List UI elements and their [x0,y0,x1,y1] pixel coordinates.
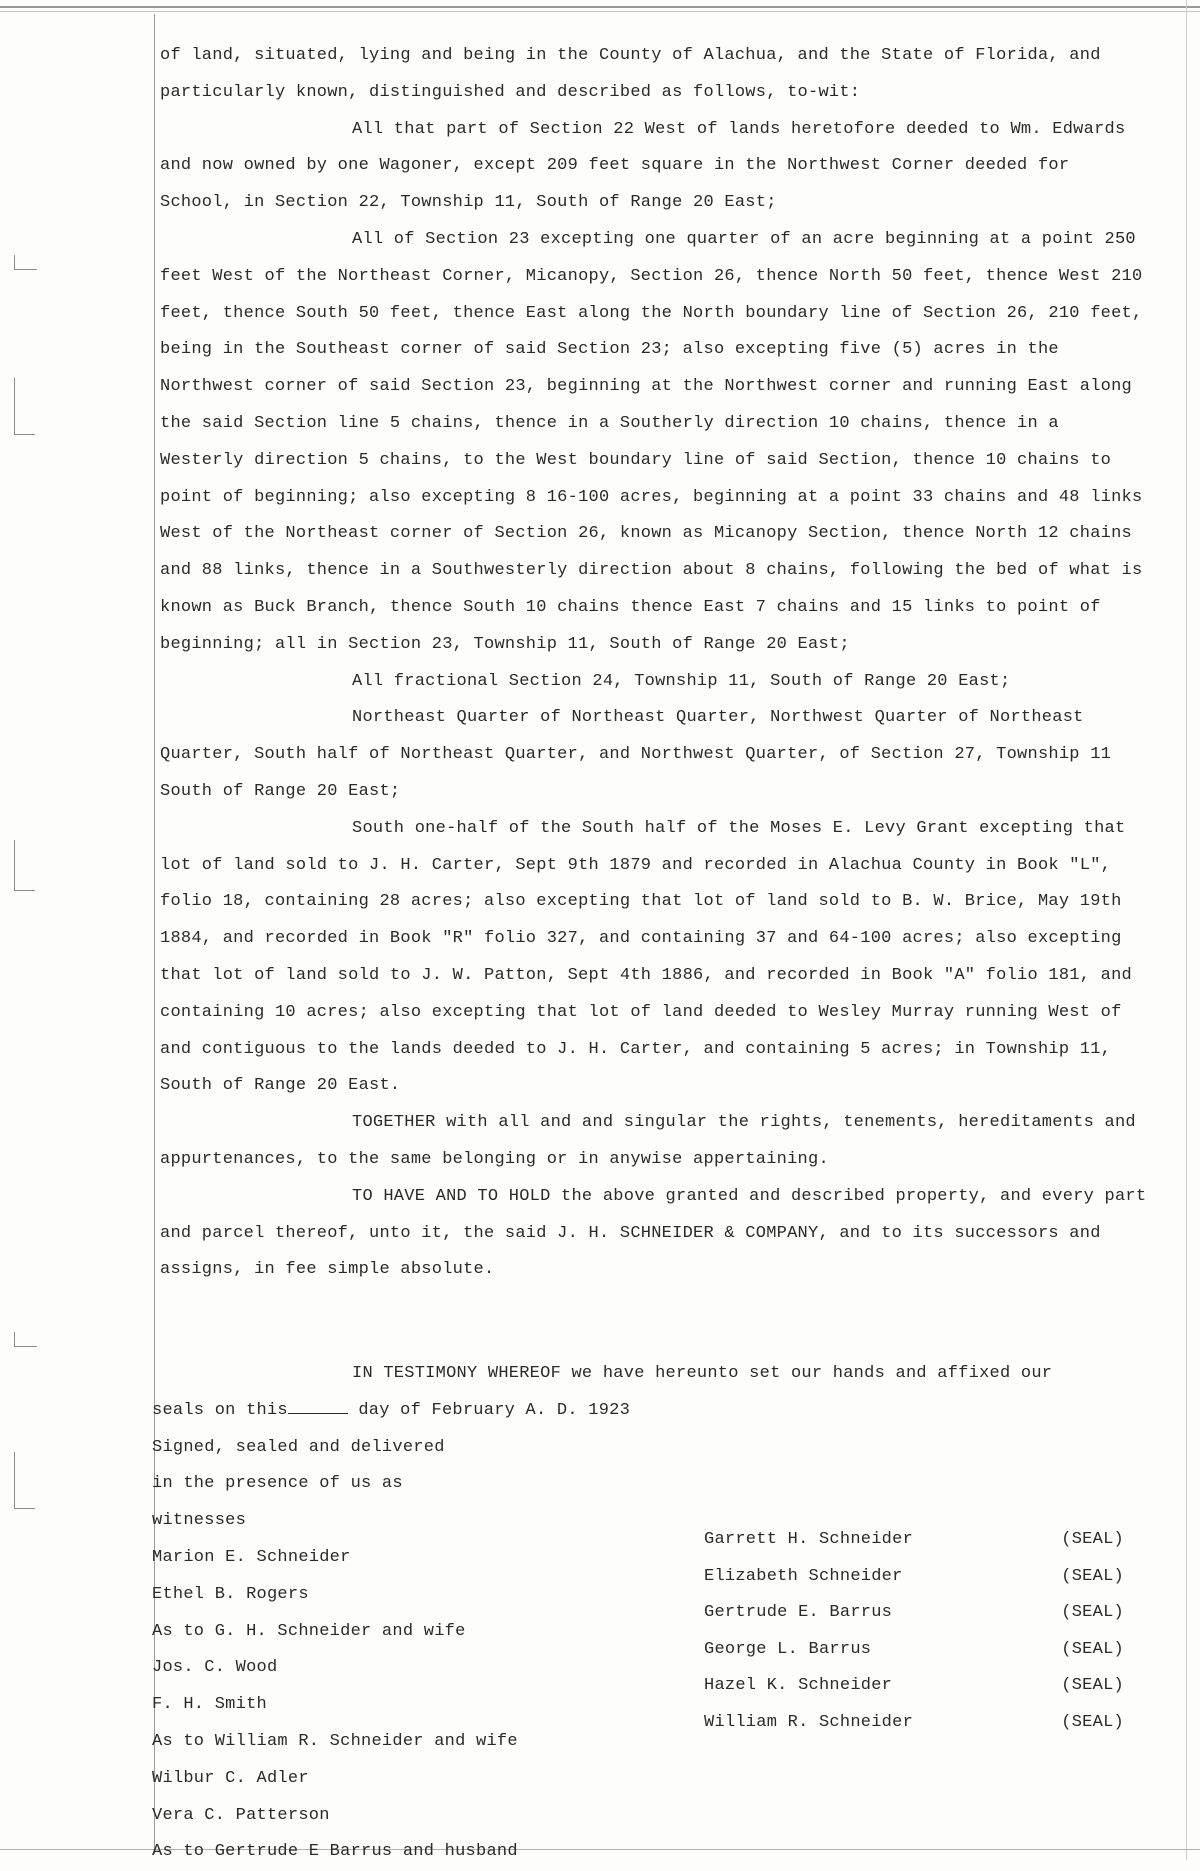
signature-row [704,1705,1124,1742]
witness-list [152,1540,752,1871]
paragraph-section-23: All of Section 23 excepting one quarter of an acre beginning at a point 250 feet West of the Northeast Corner, Micanopy, Section 26, thence North 50 feet, thence West 210 feet, thence South 50 feet, thence East along the North boundary line of Section 26, 210 feet, being in the Southeast corner of said Section 23; also excepting five (5) acres in the Northwest corner of said Section 23, beginning at the Northwest corner and running East along the said Section line 5 chains, thence in a Southerly direction 10 chains, thence in a Westerly direction 5 chains, to the West boundary line of said Section, thence 10 chains to point of beginning; also excepting 8 16-100 acres, beginning at a point 33 chains and 48 links West of the Northeast corner of Section 26, known as Micanopy Section, thence North 12 chains and 88 links, thence in a Southwesterly direction about 8 chains, following the bed of what is known as Buck Branch, thence South 10 chains thence East 7 chains and 15 links to point of beginning; all in Section 23, Township 11, South of Range 20 East; [160,229,1143,654]
paragraph-together: TOGETHER with all and and singular the rights, tenements, hereditaments and appurtenances, to the same belonging or in anywise appertaining. [160,1113,1136,1169]
witness-entry: Vera C. Patterson [152,1805,330,1825]
top-border-line-secondary [0,11,1200,12]
binding-mark [14,1332,37,1347]
testimony-line: IN TESTIMONY WHEREOF we have hereunto set our hands and affixed our [352,1364,1053,1383]
signatory-name: William R. Schneider [704,1712,914,1732]
paragraph-levy-grant: South one-half of the South half of the Moses E. Levy Grant excepting that lot of land sold to J. H. Carter, Sept 9th 1879 and recorded in Alachua County in Book "L", folio 18, containing 28 acres; also excepting that lot of land sold to B. W. Brice, May 19th 1884, and recorded in Book "R" folio 327, and containing 37 and 64-100 acres; also excepting that lot of land sold to J. W. Patton, Sept 4th 1886, and recorded in Book "A" folio 181, and containing 10 acres; also excepting that lot of land deeded to Wesley Murray running West of and contiguous to the lands deeded to J. H. Carter, and containing 5 acres; in Township 11, South of Range 20 East. [160,818,1133,1096]
signature-row [704,1632,1124,1669]
witness-entry: As to Gertrude E Barrus and husband [152,1842,518,1862]
signatory-name: Gertrude E. Barrus [704,1603,893,1623]
witness-entry: Wilbur C. Adler [152,1768,309,1788]
binding-mark [14,378,35,435]
date-line-suffix: day of February A. D. 1923 [358,1400,631,1420]
binding-mark [14,1452,35,1509]
paragraph-section-22: All that part of Section 22 West of lands heretofore deeded to Wm. Edwards and now owned by one Wagoner, except 209 feet square in the Northwest Corner deeded for School, in Section 22, Township 11, South of Range 20 East; [160,119,1126,213]
seal-mark: (SEAL) [1061,1530,1124,1549]
signature-row [704,1595,1124,1632]
witness-entry: F. H. Smith [152,1695,267,1715]
date-line-prefix: seals on this [152,1400,288,1420]
seal-mark: (SEAL) [1061,1603,1124,1623]
witness-entry: Ethel B. Rogers [152,1584,309,1604]
deed-body [160,38,1150,1289]
seal-mark: (SEAL) [1061,1712,1124,1732]
presence-line: witnesses [152,1511,247,1531]
binding-mark [14,840,35,891]
seal-mark: (SEAL) [1061,1676,1124,1696]
presence-line: in the presence of us as [152,1474,403,1494]
signature-row [704,1522,1124,1559]
signatory-name: George L. Barrus [704,1639,872,1659]
right-edge-line [1186,0,1187,1860]
witness-entry: As to G. H. Schneider and wife [152,1621,466,1641]
signatory-name: Garrett H. Schneider [704,1530,914,1549]
binding-mark [14,255,37,270]
signature-list [704,1522,1124,1742]
paragraph-intro: of land, situated, lying and being in the County of Alachua, and the State of Florida, and particularly known, distinguished and described as follows, to-wit: [160,46,1101,102]
seal-mark: (SEAL) [1061,1639,1124,1659]
seal-mark: (SEAL) [1061,1566,1124,1586]
signature-row [704,1559,1124,1596]
witness-entry: Jos. C. Wood [152,1658,278,1678]
witness-entry: Marion E. Schneider [152,1547,351,1567]
presence-line: Signed, sealed and delivered [152,1437,445,1457]
paragraph-section-24: All fractional Section 24, Township 11, South of Range 20 East; [352,671,1011,691]
top-border-line [0,6,1200,8]
signatory-name: Elizabeth Schneider [704,1566,903,1586]
paragraph-section-27: Northeast Quarter of Northeast Quarter, Northwest Quarter of Northeast Quarter, South half of Northeast Quarter, and Northwest Quarter, of Section 27, Township 11 South of Range 20 East; [160,708,1112,801]
paragraph-habendum: TO HAVE AND TO HOLD the above granted and described property, and every part and parcel thereof, unto it, the said J. H. SCHNEIDER & COMPANY, and to its successors and assigns, in fee simple absolute. [160,1186,1147,1280]
signatory-name: Hazel K. Schneider [704,1676,893,1696]
signature-row [704,1668,1124,1705]
witness-entry: As to William R. Schneider and wife [152,1731,518,1751]
date-blank [288,1399,348,1414]
date-line [152,1393,752,1430]
